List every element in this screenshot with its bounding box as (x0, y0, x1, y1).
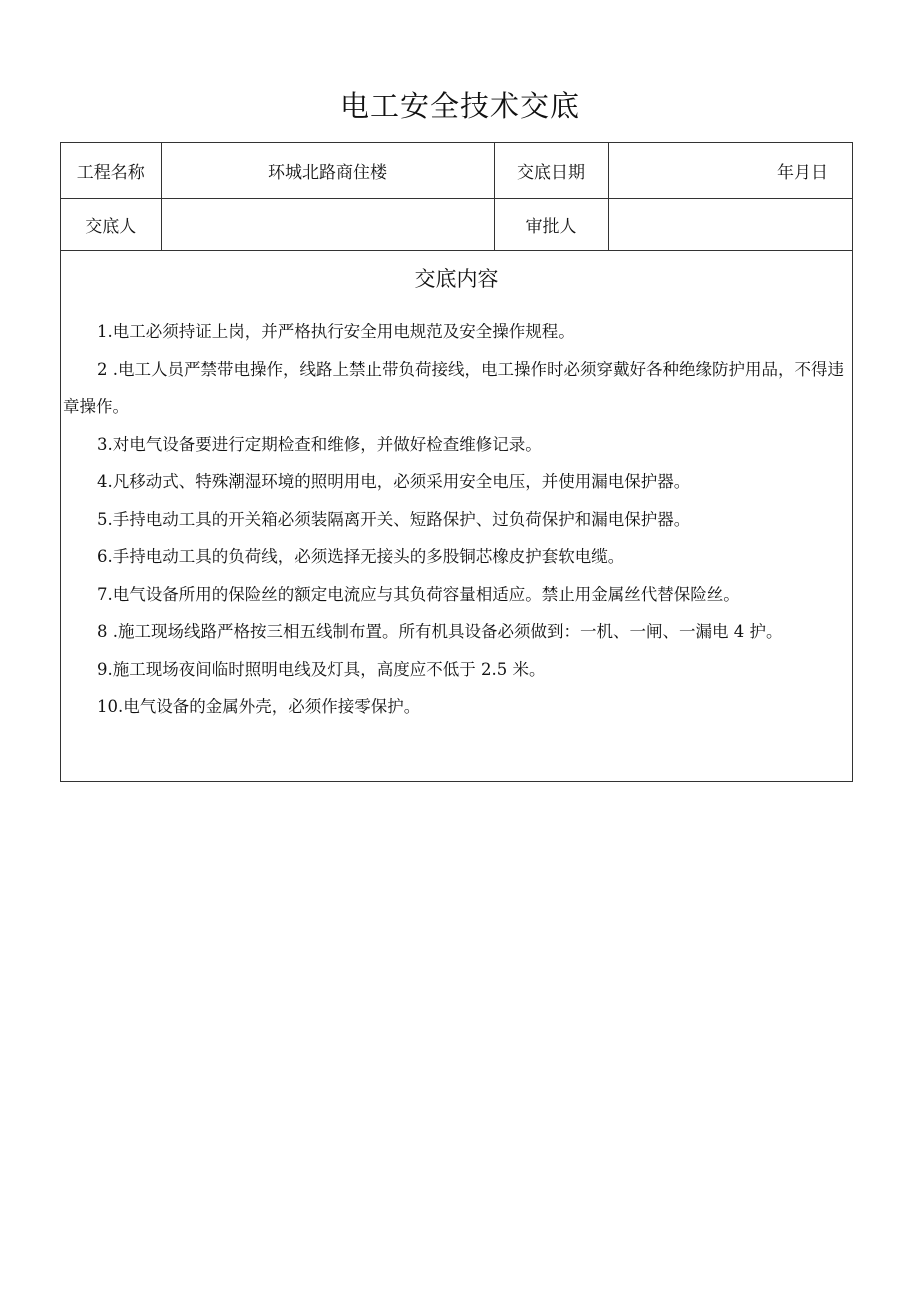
list-item: 8 .施工现场线路严格按三相五线制布置。所有机具设备必须做到：一机、一闸、一漏电 4 护。 (97, 622, 783, 641)
list-item: 9.施工现场夜间临时照明电线及灯具，高度应不低于 2.5 米。 (97, 659, 546, 679)
disclosure-date-label: 交底日期 (494, 143, 608, 199)
list-item: 10.电气设备的金属外壳，必须作接零保护。 (97, 697, 421, 716)
info-row-project (61, 143, 852, 199)
list-item: 5.手持电动工具的开关箱必须装隔离开关、短路保护、过负荷保护和漏电保护器。 (97, 509, 691, 529)
list-item: 1.电工必须持证上岗，并严格执行安全用电规范及安全操作规程。 (97, 322, 575, 341)
approver-value[interactable] (608, 199, 852, 251)
list-item: 7.电气设备所用的保险丝的额定电流应与其负荷容量相适应。禁止用金属丝代替保险丝。 (97, 584, 740, 604)
disclosure-form (60, 142, 853, 782)
list-item: 6.手持电动工具的负荷线，必须选择无接头的多股铜芯橡皮护套软电缆。 (97, 547, 625, 566)
list-item: 4.凡移动式、特殊潮湿环境的照明用电，必须采用安全电压，并使用漏电保护器。 (97, 472, 691, 491)
discloser-value[interactable] (161, 199, 494, 251)
info-table (61, 143, 852, 251)
list-item: 2 .电工人员严禁带电操作，线路上禁止带负荷接线，电工操作时必须穿戴好各种绝缘防护用品，不得违章操作。 (63, 359, 844, 416)
list-item: 3.对电气设备要进行定期检查和维修，并做好检查维修记录。 (97, 434, 542, 454)
document-title: 电工安全技术交底 (339, 89, 580, 123)
project-name-label: 工程名称 (61, 143, 161, 199)
content-heading: 交底内容 (414, 267, 499, 291)
info-row-people (61, 199, 852, 251)
discloser-label: 交底人 (61, 199, 161, 251)
disclosure-date-value[interactable]: 年月日 (608, 143, 852, 199)
disclosure-items-list (61, 313, 852, 726)
approver-label: 审批人 (494, 199, 608, 251)
project-name-value[interactable]: 环城北路商住楼 (161, 143, 494, 199)
